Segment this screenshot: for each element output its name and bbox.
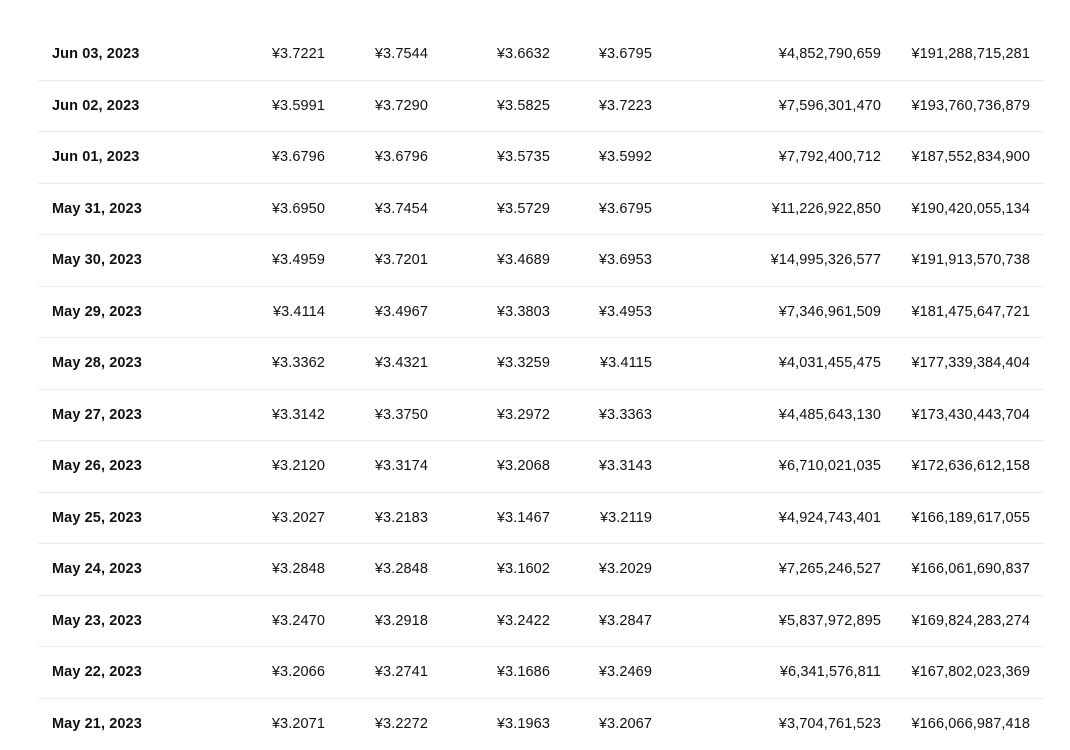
row-close-price: ¥3.2847 [599,613,652,629]
row-volume: ¥4,031,455,475 [779,355,881,371]
row-low-price: ¥3.5729 [497,201,550,217]
row-date: May 31, 2023 [52,201,142,217]
row-date: May 24, 2023 [52,561,142,577]
row-market-cap: ¥191,913,570,738 [911,252,1030,268]
row-volume: ¥7,792,400,712 [779,149,881,165]
row-open-price: ¥3.5991 [272,98,325,114]
row-open-price: ¥3.2120 [272,458,325,474]
row-open-price: ¥3.4959 [272,252,325,268]
row-date: May 25, 2023 [52,510,142,526]
row-date: Jun 03, 2023 [52,46,139,62]
row-volume: ¥3,704,761,523 [779,716,881,732]
row-market-cap: ¥187,552,834,900 [911,149,1030,165]
row-market-cap: ¥166,066,987,418 [911,716,1030,732]
row-market-cap: ¥173,430,443,704 [911,407,1030,423]
row-close-price: ¥3.2469 [599,664,652,680]
table-row [38,647,1044,699]
row-high-price: ¥3.3174 [375,458,428,474]
price-history-table [38,29,1044,750]
row-low-price: ¥3.1467 [497,510,550,526]
row-low-price: ¥3.1686 [497,664,550,680]
row-market-cap: ¥166,061,690,837 [911,561,1030,577]
row-high-price: ¥3.4321 [375,355,428,371]
row-market-cap: ¥167,802,023,369 [911,664,1030,680]
row-high-price: ¥3.2741 [375,664,428,680]
table-row [38,184,1044,236]
row-open-price: ¥3.6950 [272,201,325,217]
row-high-price: ¥3.7201 [375,252,428,268]
row-high-price: ¥3.7290 [375,98,428,114]
row-close-price: ¥3.6953 [599,252,652,268]
row-market-cap: ¥169,824,283,274 [911,613,1030,629]
table-row [38,287,1044,339]
row-high-price: ¥3.4967 [375,304,428,320]
row-market-cap: ¥166,189,617,055 [911,510,1030,526]
row-high-price: ¥3.2848 [375,561,428,577]
row-high-price: ¥3.6796 [375,149,428,165]
row-market-cap: ¥177,339,384,404 [911,355,1030,371]
row-close-price: ¥3.6795 [599,46,652,62]
row-volume: ¥6,341,576,811 [780,664,881,680]
row-low-price: ¥3.4689 [497,252,550,268]
row-open-price: ¥3.2470 [272,613,325,629]
row-date: Jun 02, 2023 [52,98,139,114]
row-low-price: ¥3.1602 [497,561,550,577]
row-volume: ¥7,596,301,470 [779,98,881,114]
row-open-price: ¥3.2027 [272,510,325,526]
row-open-price: ¥3.4114 [273,304,325,320]
row-low-price: ¥3.1963 [497,716,550,732]
row-close-price: ¥3.2067 [599,716,652,732]
row-high-price: ¥3.7454 [375,201,428,217]
row-volume: ¥7,346,961,509 [779,304,881,320]
row-open-price: ¥3.2848 [272,561,325,577]
row-close-price: ¥3.6795 [599,201,652,217]
row-date: Jun 01, 2023 [52,149,139,165]
row-low-price: ¥3.6632 [497,46,550,62]
row-close-price: ¥3.4953 [599,304,652,320]
row-close-price: ¥3.3363 [599,407,652,423]
table-row [38,132,1044,184]
row-volume: ¥4,485,643,130 [779,407,881,423]
row-volume: ¥11,226,922,850 [772,201,881,217]
table-row [38,441,1044,493]
table-row [38,235,1044,287]
row-volume: ¥4,852,790,659 [779,46,881,62]
row-market-cap: ¥193,760,736,879 [911,98,1030,114]
row-market-cap: ¥191,288,715,281 [911,46,1030,62]
row-volume: ¥4,924,743,401 [779,510,881,526]
row-high-price: ¥3.7544 [375,46,428,62]
row-low-price: ¥3.5735 [497,149,550,165]
row-low-price: ¥3.2068 [497,458,550,474]
row-open-price: ¥3.6796 [272,149,325,165]
row-low-price: ¥3.2422 [497,613,550,629]
table-row [38,544,1044,596]
row-market-cap: ¥181,475,647,721 [911,304,1030,320]
row-low-price: ¥3.5825 [497,98,550,114]
row-low-price: ¥3.3803 [497,304,550,320]
row-open-price: ¥3.2071 [272,716,325,732]
row-high-price: ¥3.2183 [375,510,428,526]
row-date: May 23, 2023 [52,613,142,629]
table-row [38,493,1044,545]
row-open-price: ¥3.7221 [272,46,325,62]
table-row [38,29,1044,81]
row-volume: ¥14,995,326,577 [771,252,881,268]
row-close-price: ¥3.7223 [599,98,652,114]
row-date: May 26, 2023 [52,458,142,474]
row-date: May 22, 2023 [52,664,142,680]
row-date: May 28, 2023 [52,355,142,371]
table-row [38,338,1044,390]
row-date: May 29, 2023 [52,304,142,320]
row-volume: ¥5,837,972,895 [779,613,881,629]
table-row [38,81,1044,133]
row-high-price: ¥3.2918 [375,613,428,629]
row-close-price: ¥3.5992 [599,149,652,165]
row-open-price: ¥3.3362 [272,355,325,371]
row-high-price: ¥3.3750 [375,407,428,423]
row-close-price: ¥3.4115 [600,355,652,371]
row-date: May 27, 2023 [52,407,142,423]
row-volume: ¥7,265,246,527 [779,561,881,577]
row-close-price: ¥3.2029 [599,561,652,577]
row-close-price: ¥3.3143 [599,458,652,474]
row-market-cap: ¥172,636,612,158 [911,458,1030,474]
row-close-price: ¥3.2119 [600,510,652,526]
row-open-price: ¥3.2066 [272,664,325,680]
table-row [38,596,1044,648]
row-volume: ¥6,710,021,035 [779,458,881,474]
row-market-cap: ¥190,420,055,134 [911,201,1030,217]
row-low-price: ¥3.3259 [497,355,550,371]
row-low-price: ¥3.2972 [497,407,550,423]
row-date: May 21, 2023 [52,716,142,732]
table-row [38,699,1044,750]
row-high-price: ¥3.2272 [375,716,428,732]
row-open-price: ¥3.3142 [272,407,325,423]
row-date: May 30, 2023 [52,252,142,268]
table-row [38,390,1044,442]
